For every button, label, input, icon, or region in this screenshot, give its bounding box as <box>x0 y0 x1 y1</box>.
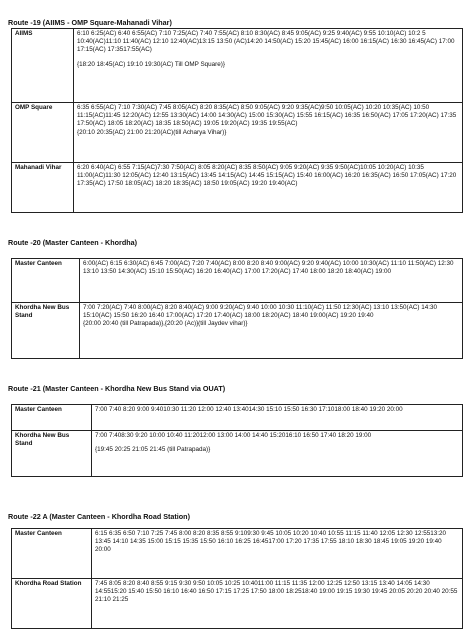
timings-note: {19:45 20:25 21:05 21:45 (till Patrapada)} <box>95 446 211 454</box>
timings-text: 6:15 6:35 6:50 7:10 7:25 7:45 8:00 8:20 8:35 8:55 9:109:30 9:45 10:05 10:20 10:40 10:55 11:15 11:40 12:05 12:30 12:5513:20 13:45 14:10 14:35 15:00 15:15 15:35 15:50 16:10 16:25 16:4517:00 17:20 17:35 17:55 18:10 18:30 18:45 19:05 19:20 19:40 20:00 <box>95 530 446 554</box>
stop-name: Master Canteen <box>12 405 92 431</box>
table-row <box>12 431 463 477</box>
timings-text: 7:00 7:40 8:20 9:00 9:4010:30 11:20 12:00 12:40 13:4014:30 15:10 15:50 16:30 17:1018:00 18:40 19:20 20:00 <box>95 406 403 413</box>
schedule-table <box>11 528 463 629</box>
timings-text: 6:00(AC) 6:15 6:30(AC) 6:45 7:00(AC) 7:20 7:40(AC) 8:00 8:20 8:40 9:00(AC) 9:20 9:40(AC) 10:00 10:30(AC) 11:10 11:50(AC) 12:30 13:10 13:50 14:30(AC) 15:10 15:50(AC) 16:20 16:40(AC) 17:00 17:20(AC) 17:40 18:00 18:20 18:40(AC) 19:00 <box>83 260 454 276</box>
stop-name: Master Canteen <box>12 259 80 303</box>
stop-name: AIIMS <box>12 29 74 103</box>
stop-name: Khordha New Bus Stand <box>12 303 80 359</box>
table-row <box>12 579 463 629</box>
route-title: Route -19 (AIIMS - OMP Square-Mahanadi Vihar) <box>8 18 172 27</box>
timings-cell <box>74 29 463 103</box>
table-row <box>12 529 463 579</box>
timings-cell <box>80 259 463 303</box>
stop-name: Khordha New Bus Stand <box>12 431 92 477</box>
timings-cell <box>74 163 463 213</box>
timings-text: 6:10 6:25(AC) 6:40 6:55(AC) 7:10 7:25(AC) 7:40 7:55(AC) 8:10 8:30(AC) 8:45 9:05(AC) 9:25 9:40(AC) 9:55 10:10(AC) 10:2 5 10:40(AC)11:10 11:40(AC) 12:10 12:40(AC)13:15 13:50 (AC)14:20 14:50(AC) 15:20 15:45(AC) 16:00 16:15(AC) 16:30 16:45(AC) 17:00 17:15(AC) 17:3517:55(AC) <box>77 30 455 54</box>
schedule-table <box>11 28 463 213</box>
timings-cell <box>92 579 463 629</box>
table-row <box>12 163 463 213</box>
table-row <box>12 259 463 303</box>
timings-text: 7:00 7:408:30 9:20 10:00 10:40 11:2012:00 13:00 14:00 14:40 15:2016:10 16:50 17:40 18:20 19:00 <box>95 432 372 439</box>
timings-text: 6:35 6:55(AC) 7:10 7:30(AC) 7:45 8:05(AC) 8:20 8:35(AC) 8:50 9:05(AC) 9:20 9:35(AC)9:50 10:05(AC) 10:20 10:35(AC) 10:50 11:15(AC)11:45 12:20(AC) 12:55 13:30(AC) 14:00 14:30(AC) 15:00 15:30(AC) 15:55 16:15(AC) 16:35 16:50(AC) 17:05 17:20(AC) 17:35 17:50(AC) 18:05 18:20(AC) 18:35 18:50(AC) 19:05 19:20(AC) 19:35 19:55(AC) <box>77 104 457 128</box>
timings-cell <box>92 405 463 431</box>
timings-cell <box>74 103 463 163</box>
timings-note: {20:10 20:35(AC) 21:00 21:20(AC)(till Acharya Vihar)} <box>77 128 227 136</box>
route-title: Route -21 (Master Canteen - Khordha New Bus Stand via OUAT) <box>8 384 226 393</box>
stop-name: Master Canteen <box>12 529 92 579</box>
stop-name: OMP Square <box>12 103 74 163</box>
route-title: Route -22 A (Master Canteen - Khordha Road Station) <box>8 512 190 521</box>
route-title: Route -20 (Master Canteen - Khordha) <box>8 238 137 247</box>
timings-text: 7:45 8:05 8:20 8:40 8:55 9:15 9:30 9:50 10:05 10:25 10:4011:00 11:15 11:35 12:00 12:25 12:50 13:15 13:40 14:05 14:30 14:5515:20 15:40 15:50 16:10 16:40 16:50 17:15 17:25 17:50 18:00 18:2518:40 19:00 19:15 19:30 19:45 20:05 20:20 20:40 20:55 21:10 21:25 <box>95 580 458 604</box>
timings-cell <box>92 529 463 579</box>
table-row <box>12 103 463 163</box>
schedule-table <box>11 404 463 477</box>
timings-cell <box>80 303 463 359</box>
schedule-table <box>11 258 463 359</box>
timings-note: {18:20 18:45(AC) 19:10 19:30(AC) Till OMP Square)} <box>77 60 225 68</box>
table-row <box>12 303 463 359</box>
timings-note: {20:00 20:40 (till Patrapada)},{20:20 (Ac)}(till Jaydev vihar)} <box>83 320 248 328</box>
table-row <box>12 405 463 431</box>
table-row <box>12 29 463 103</box>
timings-text: 7:00 7:20(AC) 7:40 8:00(AC) 8:20 8:40(AC) 9:00 9:20(AC) 9:40 10:00 10:30 11:10(AC) 11:50 12:30(AC) 13:10 13:50(AC) 14:30 15:10(AC) 15:50 16:20 16:40 17:00(AC) 17:20 17:40(AC) 18:00 18:20(AC) 18:40 19:00(AC) 19:20 19:40 <box>83 304 438 320</box>
timings-cell <box>92 431 463 477</box>
stop-name: Mahanadi Vihar <box>12 163 74 213</box>
stop-name: Khordha Road Station <box>12 579 92 629</box>
timings-text: 6:20 6:40(AC) 6:55 7:15(AC)7:30 7:50(AC) 8:05 8:20(AC) 8:35 8:50(AC) 9:05 9:20(AC) 9:35 9:50(AC)10:05 10:20(AC) 10:35 11:00(AC)11:30 12:05(AC) 12:40 13:15(AC) 13:45 14:15(AC) 14:45 15:15(AC) 15:40 16:00(AC) 16:20 16:35(AC) 16:50 17:05(AC) 17:20 17:35(AC) 17:50 18:05(AC) 18:20 18:35(AC) 18:50 19:05(AC) 19:20 19:40(AC) <box>77 164 457 188</box>
